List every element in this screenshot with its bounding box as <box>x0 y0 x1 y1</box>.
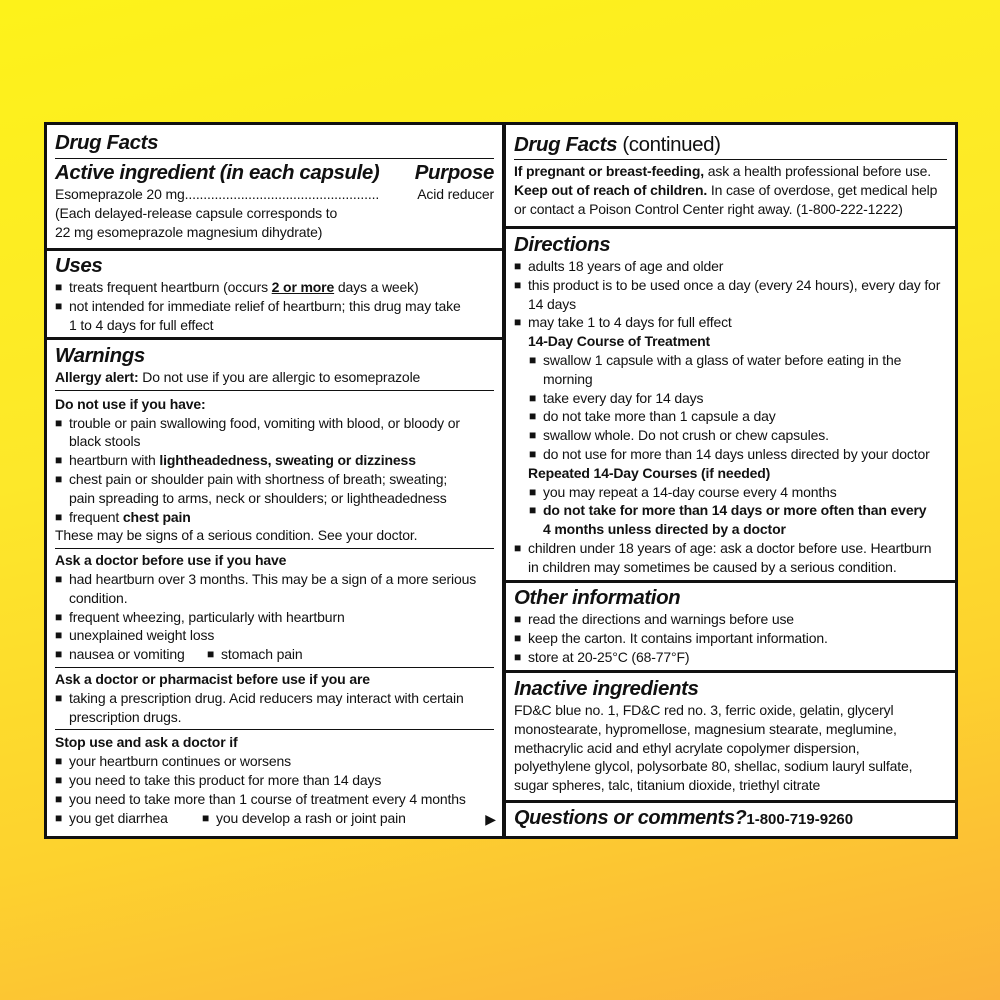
repeat-item: ■ you may repeat a 14-day course every 4 months <box>529 483 947 502</box>
uses-heading: Uses <box>55 254 103 277</box>
course-item: ■ swallow whole. Do not crush or chew capsules. <box>529 426 947 445</box>
warning-item: ■ taking a prescription drug. Acid reducers may interact with certain <box>55 689 494 708</box>
purpose-heading: Purpose <box>414 161 494 184</box>
course-heading: 14-Day Course of Treatment <box>528 333 711 350</box>
other-item: ■ store at 20-25°C (68-77°F) <box>514 648 947 667</box>
warning-item: ■ frequent chest pain <box>55 508 494 527</box>
repeat-heading: Repeated 14-Day Courses (if needed) <box>528 464 771 481</box>
repeat-item-cont: 4 months unless directed by a doctor <box>543 521 786 538</box>
warning-item: ■ heartburn with lightheadedness, sweating or dizziness <box>55 451 494 470</box>
questions-phone: 1-800-719-9260 <box>746 811 854 828</box>
direction-item-cont: 14 days <box>528 295 576 312</box>
active-ingredient-header <box>55 160 494 185</box>
course-item: ■ swallow 1 capsule with a glass of water before eating in the <box>529 351 947 370</box>
warning-item: ■ your heartburn continues or worsens <box>55 752 494 771</box>
ingredient-note-1: (Each delayed-release capsule corresponds to <box>55 204 338 221</box>
keep-out-of-reach: Keep out of reach of children. In case of overdose, get medical help <box>514 181 938 198</box>
other-information-heading: Other information <box>514 586 681 609</box>
active-ingredient-heading: Active ingredient (in each capsule) <box>55 161 380 184</box>
drug-facts-panel <box>44 122 958 839</box>
course-item: ■ do not take more than 1 capsule a day <box>529 407 947 426</box>
direction-item-cont: in children may sometimes be caused by a serious condition. <box>528 558 897 575</box>
continue-arrow-icon: ▶ <box>485 811 496 827</box>
other-item: ■ keep the carton. It contains important information. <box>514 629 947 648</box>
warning-item-pair: ■ nausea or vomiting ■ stomach pain <box>55 645 494 664</box>
warning-item: ■ frequent wheezing, particularly with heartburn <box>55 608 494 627</box>
direction-item: ■ adults 18 years of age and older <box>514 257 947 276</box>
other-item: ■ read the directions and warnings before use <box>514 610 947 629</box>
continued-title: Drug Facts (continued) <box>514 133 721 156</box>
warning-item-cont: pain spreading to arms, neck or shoulders; or lightheadedness <box>69 489 447 506</box>
direction-item: ■ may take 1 to 4 days for full effect <box>514 313 947 332</box>
other-information-section <box>506 585 955 666</box>
warnings-heading: Warnings <box>55 344 145 367</box>
warning-item-cont: black stools <box>69 433 141 450</box>
right-column <box>506 125 955 836</box>
warning-item: ■ chest pain or shoulder pain with shortness of breath; sweating; <box>55 470 494 489</box>
ingredient-row <box>55 185 494 204</box>
warning-item: ■ you need to take this product for more than 14 days <box>55 771 494 790</box>
warning-item-pair: ■ you get diarrhea ■ you develop a rash or joint pain <box>55 809 494 828</box>
repeat-item: ■ do not take for more than 14 days or more often than every <box>529 501 947 520</box>
uses-item-cont: 1 to 4 days for full effect <box>69 316 214 333</box>
continued-section <box>506 132 955 218</box>
do-not-use-heading: Do not use if you have: <box>55 395 206 412</box>
warning-item: ■ you need to take more than 1 course of treatment every 4 months <box>55 790 494 809</box>
allergy-alert: Allergy alert: Do not use if you are allergic to esomeprazole <box>55 369 421 385</box>
course-item-cont: morning <box>543 370 593 387</box>
uses-section <box>47 253 502 334</box>
direction-item: ■ children under 18 years of age: ask a doctor before use. Heartburn <box>514 539 947 558</box>
poison-control: or contact a Poison Control Center right away. (1-800-222-1222) <box>514 200 903 217</box>
ingredient-name: Esomeprazole 20 mg <box>55 186 185 202</box>
drug-facts-title: Drug Facts <box>55 131 159 154</box>
course-item: ■ take every day for 14 days <box>529 389 947 408</box>
warning-item-cont: prescription drugs. <box>69 708 182 725</box>
ask-doctor-heading: Ask a doctor before use if you have <box>55 552 287 569</box>
questions-section <box>506 807 955 830</box>
ingredient-note-2: 22 mg esomeprazole magnesium dihydrate) <box>55 223 323 240</box>
ingredient-purpose: Acid reducer <box>417 186 494 202</box>
uses-item: ■ treats frequent heartburn (occurs 2 or more days a week) <box>55 278 494 297</box>
inactive-line: methacrylic acid and ethyl acrylate copolymer dispersion, <box>514 739 860 756</box>
left-column <box>47 125 502 836</box>
inactive-ingredients-heading: Inactive ingredients <box>514 677 699 700</box>
stop-use-heading: Stop use and ask a doctor if <box>55 734 238 751</box>
inactive-ingredients-section <box>506 676 955 795</box>
warning-note: These may be signs of a serious condition. See your doctor. <box>55 527 418 544</box>
dot-leader: .................................................... <box>184 186 380 202</box>
warning-item-cont: condition. <box>69 589 128 606</box>
directions-section <box>506 232 955 577</box>
direction-item: ■ this product is to be used once a day (every 24 hours), every day for <box>514 276 947 295</box>
questions-label: Questions or comments? <box>514 807 747 829</box>
pregnancy-warning: If pregnant or breast-feeding, ask a health professional before use. <box>514 163 931 179</box>
title-section <box>47 130 502 241</box>
ask-pharmacist-heading: Ask a doctor or pharmacist before use if you are <box>55 670 370 687</box>
inactive-line: polyethylene glycol, polysorbate 80, shellac, sodium lauryl sulfate, <box>514 758 913 775</box>
warnings-section <box>47 343 502 827</box>
warning-item: ■ had heartburn over 3 months. This may be a sign of a more serious <box>55 570 494 589</box>
warning-item: ■ trouble or pain swallowing food, vomiting with blood, or bloody or <box>55 414 494 433</box>
directions-heading: Directions <box>514 233 611 256</box>
course-item: ■ do not use for more than 14 days unless directed by your doctor <box>529 445 947 464</box>
warning-item: ■ unexplained weight loss <box>55 626 494 645</box>
uses-item: ■ not intended for immediate relief of heartburn; this drug may take <box>55 297 494 316</box>
inactive-line: sugar spheres, talc, titanium dioxide, triethyl citrate <box>514 777 821 794</box>
inactive-line: monostearate, hypromellose, magnesium stearate, meglumine, <box>514 720 897 737</box>
inactive-line: FD&C blue no. 1, FD&C red no. 3, ferric oxide, gelatin, glyceryl <box>514 702 894 718</box>
